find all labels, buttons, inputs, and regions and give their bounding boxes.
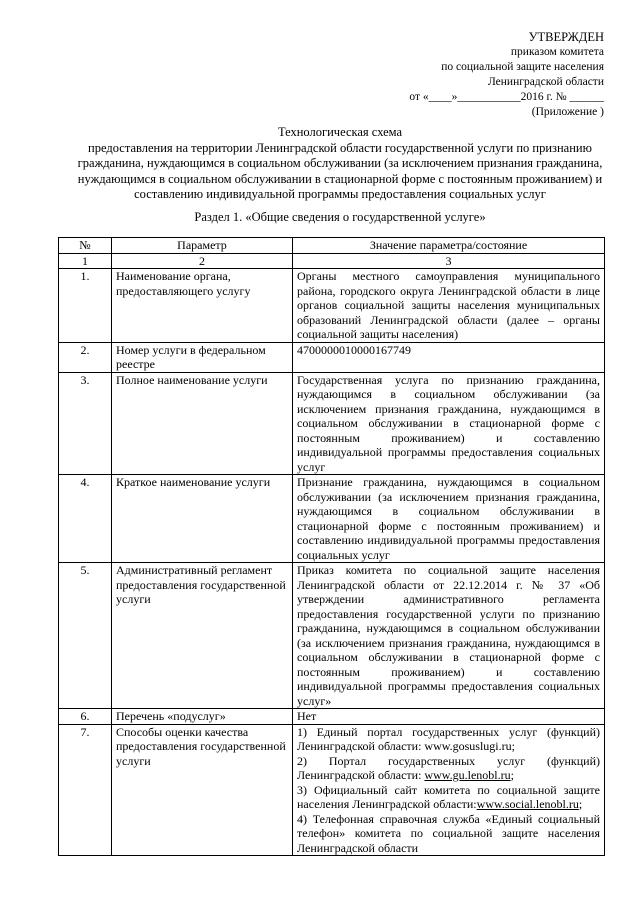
approval-stamp	[409, 30, 604, 120]
row-number: 4.	[59, 475, 112, 563]
row-number: 6.	[59, 709, 112, 725]
approval-line: приказом комитета	[510, 46, 604, 58]
table-header-row	[59, 238, 605, 254]
row-parameter: Административный регламент предоставления государственной услуги	[112, 563, 293, 709]
row-value	[293, 724, 605, 856]
row-number: 7.	[59, 724, 112, 856]
row-value: Органы местного самоуправления муниципального района, городского округа Ленинградской области в лице органов социальной защиты населения муниципальных образований Ленинградской области (далее – органы социальной защиты населения)	[293, 269, 605, 343]
item-text: 3) Официальный сайт комитета по социальной защите населения Ленинградской области:	[297, 782, 600, 811]
table-row	[59, 475, 605, 563]
row-value: Государственная услуга по признанию гражданина, нуждающимся в социальном обслуживании (за исключением признания гражданина, нуждающимся в социальном обслуживании в стационарной форме с постоянным проживанием) и составлению индивидуальной программы предоставления социальных услуг	[293, 372, 605, 475]
row-value: Признание гражданина, нуждающимся в социальном обслуживании (за исключением признания гражданина, нуждающимся в социальном обслуживании в стационарной форме с постоянным проживанием) и составлению индивидуальной программы предоставления социальных услуг	[293, 475, 605, 563]
row-parameter: Краткое наименование услуги	[112, 475, 293, 563]
quality-method-item	[297, 754, 600, 783]
row-parameter: Способы оценки качества предоставления государственной услуги	[112, 724, 293, 856]
numbering-cell: 1	[59, 253, 112, 269]
table-row	[59, 269, 605, 343]
row-parameter: Полное наименование услуги	[112, 372, 293, 475]
numbering-cell: 3	[293, 253, 605, 269]
row-parameter: Номер услуги в федеральном реестре	[112, 342, 293, 372]
row-value: Приказ комитета по социальной защите населения Ленинградской области от 22.12.2014 г. № 37 «Об утверждении административного регламента предоставления государственной услуги по признанию гражданина, нуждающимся в социальном обслуживании (за исключением признания гражданина, нуждающимся в социальном обслуживании в стационарной форме с постоянным проживанием) и составлению индивидуальной программы предоставления социальных услуг»	[293, 563, 605, 709]
table-row	[59, 563, 605, 709]
item-punct: ;	[578, 797, 583, 811]
header-value: Значение параметра/состояние	[293, 238, 605, 254]
header-parameter: Параметр	[112, 238, 293, 254]
service-info-table	[58, 237, 605, 856]
portal-link[interactable]: www.gu.lenobl.ru	[424, 768, 511, 782]
row-value: Нет	[293, 709, 605, 725]
row-number: 1.	[59, 269, 112, 343]
document-title	[60, 125, 620, 203]
item-text: 2) Портал государственных услуг (функций) Ленинградской области:	[297, 753, 600, 782]
numbering-cell: 2	[112, 253, 293, 269]
table-row	[59, 372, 605, 475]
row-number: 5.	[59, 563, 112, 709]
approval-line: по социальной защите населения	[441, 61, 604, 73]
item-punct: ;	[510, 768, 514, 782]
title-heading: Технологическая схема	[277, 125, 403, 139]
row-parameter: Перечень «подуслуг»	[112, 709, 293, 725]
row-parameter: Наименование органа, предоставляющего услугу	[112, 269, 293, 343]
quality-method-item: 4) Телефонная справочная служба «Единый социальный телефон» комитета по социальной защите населения Ленинградской области	[297, 811, 600, 855]
row-number: 2.	[59, 342, 112, 372]
quality-method-item	[297, 783, 600, 812]
approval-date-line: от «____»___________2016 г. № ______	[409, 91, 604, 103]
table-numbering-row	[59, 253, 605, 269]
website-link[interactable]: www.social.lenobl.ru	[476, 797, 579, 811]
row-value: 4700000010000167749	[293, 342, 605, 372]
section-title: Раздел 1. «Общие сведения о государственной услуге»	[194, 210, 486, 224]
table-row	[59, 724, 605, 856]
approval-heading: УТВЕРЖДЕН	[528, 30, 604, 44]
header-number: №	[59, 238, 112, 254]
approval-line: Ленинградской области	[487, 76, 604, 88]
table-row	[59, 709, 605, 725]
table-row	[59, 342, 605, 372]
approval-appendix-line: (Приложение )	[531, 106, 604, 118]
row-number: 3.	[59, 372, 112, 475]
quality-method-item: 1) Единый портал государственных услуг (функций) Ленинградской области: www.gosuslugi.ru;	[297, 724, 600, 753]
title-description: предоставления на территории Ленинградской области государственной услуги по признанию гражданина, нуждающимся в социальном обслуживании (за исключением признания гражданина, нуждающимся в социальном обслуживании в стационарной форме с постоянным проживанием) и составлению индивидуальной программы предоставления социальных услуг	[77, 140, 603, 201]
